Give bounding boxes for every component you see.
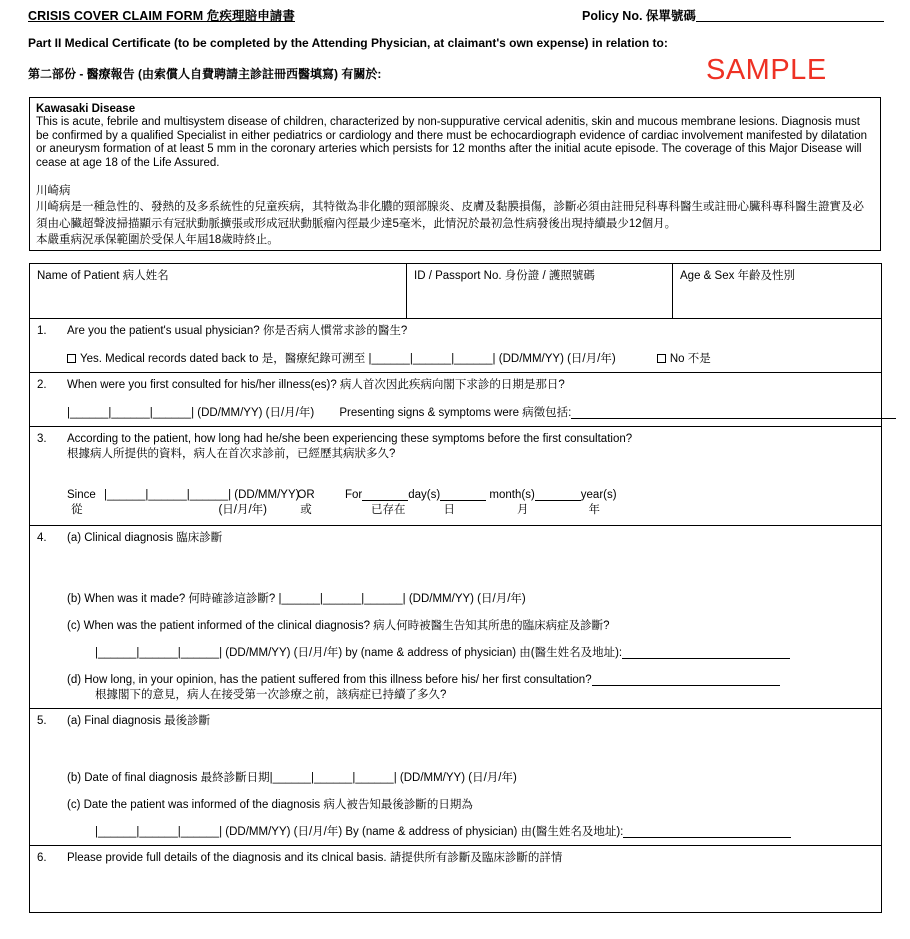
question-5-b-date-blank[interactable]: |______|______|______| [269,772,397,784]
question-5-line-b [37,771,874,786]
question-2-date-blank[interactable]: |______|______|______| [67,407,195,419]
question-6-cell[interactable] [30,846,882,913]
patient-id-label: ID / Passport No. 身份證 / 護照號碼 [414,270,595,282]
part-two-heading-zh: 第二部份 - 醫療報告 (由索償人自費聘請主診註冊西醫填寫) 有關於: [28,67,382,81]
question-3-day-en: day(s) [408,489,441,501]
medical-certificate-table [29,263,882,913]
question-3-since-col [67,488,101,518]
question-2-symptoms-label: Presenting signs & symptoms were 病徵包括: [339,407,572,419]
question-3-or-en: OR [297,489,315,501]
question-6-number: 6. [37,852,47,864]
question-5-c-date-blank[interactable]: |______|______|______| [95,826,223,838]
disease-body-zh: 川崎病是一種急性的、發熱的及多系統性的兒童疾病，其特徵為非化膿的頸部腺炎、皮膚及黏膜損傷，診斷必須由註冊兒科專科醫生或註冊心臟科專科醫生證實及必須由心臟超聲波掃描顯示有冠狀動脈擴張或形成冠狀動脈瘤內徑最少達5毫米，此情況於最初急性病發後出現持續最少12個月。 [36,201,864,230]
question-1-no-label: No 不是 [669,353,711,365]
question-4-number: 4. [37,532,47,544]
question-1-date-blank[interactable]: |______|______|______| [368,353,496,365]
question-4-b-text: (b) When was it made? 何時確診這診斷? [67,593,276,605]
question-6-text: Please provide full details of the diagnosis and its clnical basis. 請提供所有診斷及臨床診斷的詳情 [67,852,563,864]
question-4-line-b [37,592,874,607]
question-5-a-text: (a) Final diagnosis 最後診斷 [67,715,211,727]
disease-body-zh-last: 本嚴重病況承保範圍於受保人年屆18歲時終止。 [36,234,279,247]
question-3-date-format-en: (DD/MM/YY) [234,489,300,501]
question-5-line-c [37,798,874,813]
policy-number-field[interactable] [582,6,884,24]
question-3-date-col [101,488,300,518]
question-4-a-answer-area[interactable] [37,546,874,592]
question-1-date-format: (DD/MM/YY) (日/月/年) [498,353,616,365]
table-row [30,373,882,427]
question-4-c-date-blank[interactable]: |______|______|______| [95,647,223,659]
page-title: CRISIS COVER CLAIM FORM 危疾理賠申請書 [28,9,295,23]
question-3-since-en: Since [67,489,96,501]
question-3-year-rule[interactable] [535,500,581,501]
table-row [30,709,882,846]
part-two-heading-en: Part II Medical Certificate (to be completed by the Attending Physician, at claimant's own expense) in relation to: [28,36,668,50]
question-2-cell [30,373,882,427]
question-5-c-physician-rule[interactable] [623,837,791,838]
table-row [30,264,882,319]
question-5-a-answer-area[interactable] [37,729,874,771]
question-1-yes-label: Yes. Medical records dated back to 是，醫療紀錄可溯至 [80,353,366,365]
question-3-date-format-zh: (日/月/年) [218,504,267,516]
question-2-text: When were you first consulted for his/her illness(es)? 病人首次因此疾病向閣下求診的日期是那日? [67,379,565,391]
question-3-line-zh [37,447,874,462]
question-3-month-rule[interactable] [440,500,486,501]
question-4-c-by-label: by (name & address of physician) 由(醫生姓名及地址): [345,647,623,659]
question-4-d-text-en: (d) How long, in your opinion, has the patient suffered from this illness before his/ her first consultation? [67,674,592,686]
checkbox-no-icon[interactable] [657,354,666,363]
question-4-a-text: (a) Clinical diagnosis 臨床診斷 [67,532,223,544]
question-4-d-rule[interactable] [592,685,780,686]
disease-title-zh: 川崎病 [36,185,71,198]
question-4-line-d-en [37,673,874,688]
patient-name-cell[interactable] [30,264,407,319]
question-3-since-zh: 從 [71,504,83,516]
disease-body-en: This is acute, febrile and multisystem disease of children, characterized by non-suppurative cervical adenitis, skin and mucous membrane lesions. Diagnosis must be confirmed by a qualified Specialist in either pediatrics or cardiology and there must be echocardiograph evidence of cardiac involvement manifested by dilatation or aneurysm formation of at least 5 mm in the coronary arteries which persists for 12 months after the initial acute episode. The coverage of this Major Disease will cease at age 18 of the Life Assured. [36,116,868,169]
question-4-c-answer-line [37,646,874,661]
question-3-line-en [37,432,874,447]
question-3-day-rule[interactable] [362,500,408,501]
question-1-text: Are you the patient's usual physician? 你是否病人慣常求診的醫生? [67,325,408,337]
question-5-b-date-format: (DD/MM/YY) (日/月/年) [399,772,517,784]
question-2-number: 2. [37,379,47,391]
question-3-or-col [267,488,345,518]
question-3-year-en: year(s) [580,489,617,501]
table-row [30,319,882,373]
patient-age-sex-cell[interactable] [673,264,882,319]
question-3-month-en: month(s) [489,489,535,501]
sample-watermark: SAMPLE [706,54,827,86]
question-6-line [37,851,874,866]
question-3-month-zh: 月 [517,504,529,516]
question-3-text-en: According to the patient, how long had he/she been experiencing these symptoms before the first consultation? [67,433,633,445]
patient-name-label: Name of Patient 病人姓名 [37,270,169,282]
question-5-c-date-format: (DD/MM/YY) (日/月/年) [225,826,343,838]
question-2-date-format: (DD/MM/YY) (日/月/年) [197,407,315,419]
question-5-line-a [37,714,874,729]
disease-definition-box [29,97,881,251]
table-row [30,526,882,709]
question-3-for-en: For [345,489,363,501]
question-3-cell [30,427,882,526]
patient-age-sex-label: Age & Sex 年齡及性別 [680,270,796,282]
question-3-for-zh: 已存在 [371,504,406,516]
question-4-b-date-format: (DD/MM/YY) (日/月/年) [408,593,526,605]
question-5-c-by-label: By (name & address of physician) 由(醫生姓名及地址): [345,826,624,838]
question-1-line [37,324,874,339]
question-2-symptoms-rule[interactable] [571,418,896,419]
question-3-year-zh: 年 [588,504,600,516]
question-1-cell [30,319,882,373]
question-2-line [37,378,874,393]
question-4-line-a [37,531,874,546]
question-3-text-zh: 根據病人所提供的資料，病人在首次求診前，已經歷其病狀多久? [67,448,396,460]
question-4-c-physician-rule[interactable] [622,658,790,659]
question-5-c-text: (c) Date the patient was informed of the diagnosis 病人被告知最後診斷的日期為 [67,799,473,811]
question-5-number: 5. [37,715,47,727]
question-1-number: 1. [37,325,47,337]
question-5-b-text: (b) Date of final diagnosis 最終診斷日期 [67,772,270,784]
table-row [30,427,882,526]
table-row [30,846,882,913]
question-2-answer-line [37,406,874,421]
question-3-duration-row [67,488,874,518]
question-5-c-answer-line [37,825,874,840]
question-4-b-date-blank[interactable]: |______|______|______| [278,593,406,605]
question-4-c-text: (c) When was the patient informed of the clinical diagnosis? 病人何時被醫生告知其所患的臨床病症及診斷? [67,620,610,632]
question-1-answers [37,352,874,367]
question-4-line-d-zh [37,688,874,703]
question-4-line-c [37,619,874,634]
question-3-number: 3. [37,433,47,445]
question-4-c-date-format: (DD/MM/YY) (日/月/年) [225,647,343,659]
question-4-d-text-zh: 根據閣下的意見，病人在接受第一次診療之前，該病症已持續了多久? [95,689,447,701]
patient-id-cell[interactable] [407,264,673,319]
policy-number-rule[interactable] [696,21,884,22]
disease-title-en: Kawasaki Disease [36,103,136,115]
question-3-for-col [345,488,617,518]
checkbox-yes-icon[interactable] [67,354,76,363]
question-3-date-blank[interactable]: |______|______|______| [104,489,232,501]
question-3-or-zh: 或 [300,504,312,516]
question-3-day-zh: 日 [443,504,455,516]
question-4-cell [30,526,882,709]
question-5-cell [30,709,882,846]
policy-number-label: Policy No. 保單號碼 [582,9,696,23]
